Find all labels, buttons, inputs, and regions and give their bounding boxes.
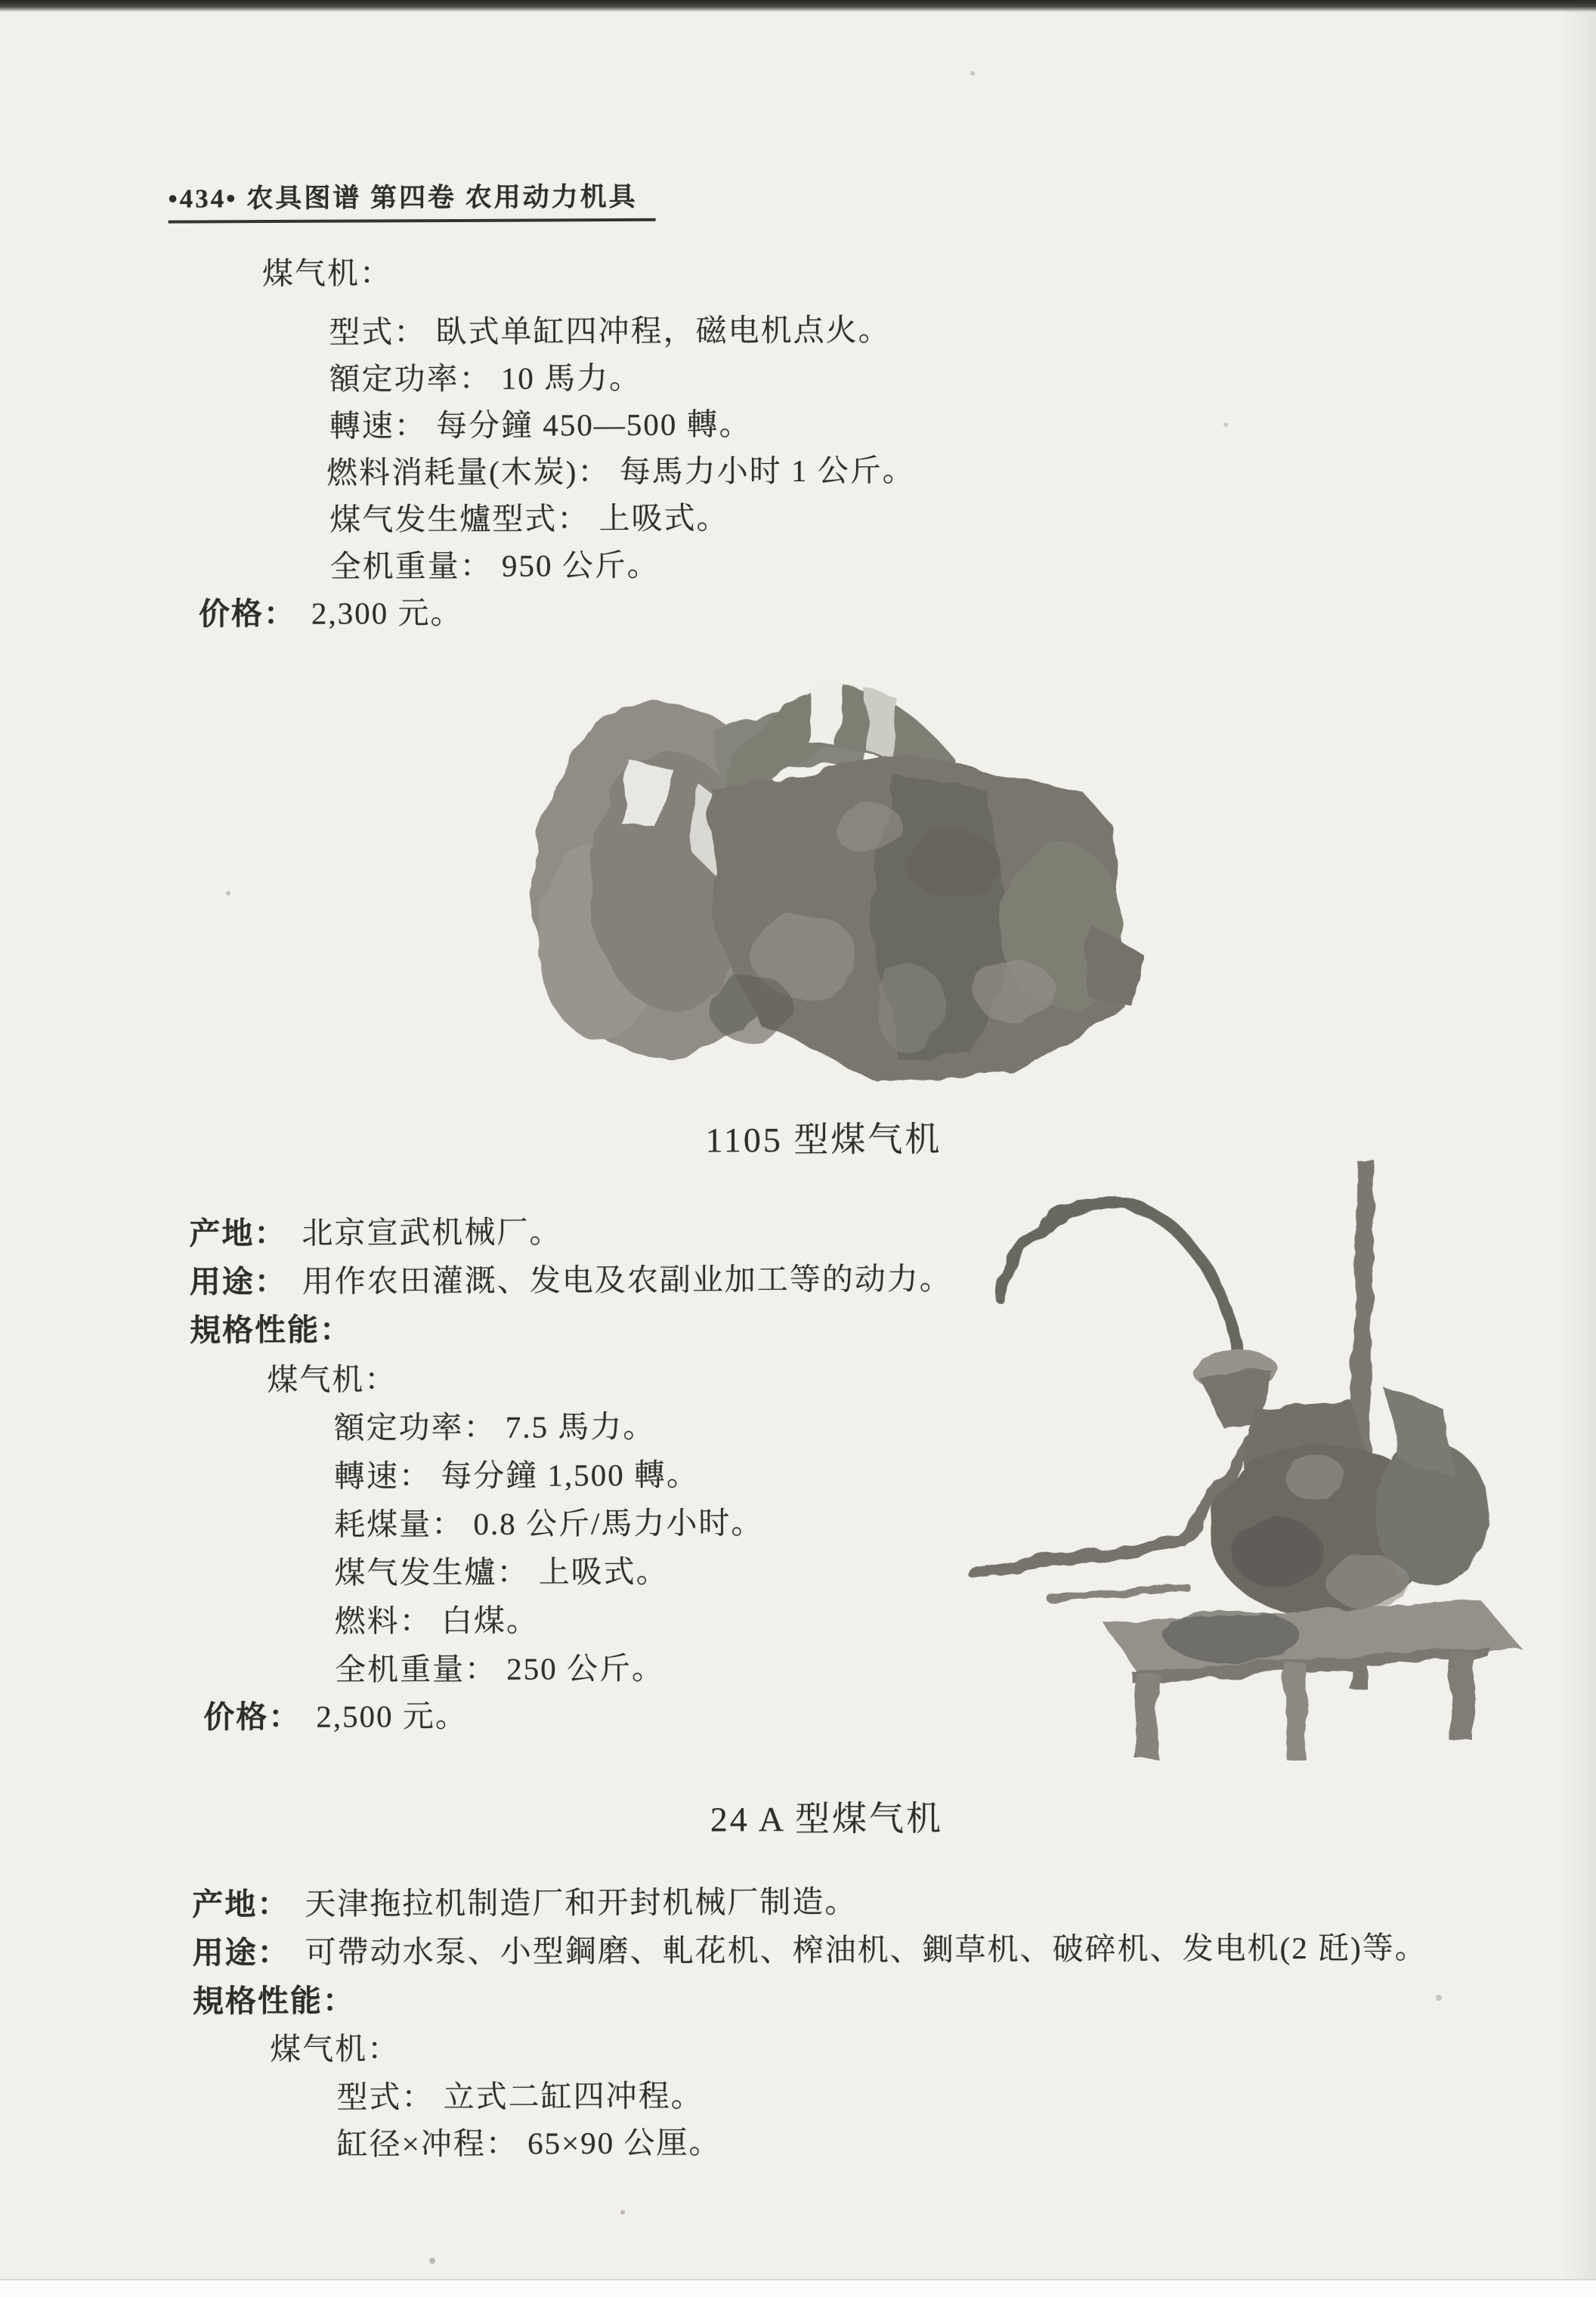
spec-line: 額定功率： 10 馬力。	[329, 360, 642, 397]
spec-line: 額定功率： 7.5 馬力。	[333, 1408, 656, 1445]
engine-heading-2: 煤气机：	[267, 1362, 397, 1398]
paper-specks	[0, 0, 3, 3]
use-line-3	[193, 1930, 1427, 1971]
use-value: 可帶动水泵、小型鋼磨、軋花机、榨油机、鍘草机、破碎机、发电机(2 瓩)等。	[305, 1930, 1427, 1970]
use-label: 用途：	[189, 1263, 287, 1300]
spec-line: 煤气发生爐： 上吸式。	[334, 1553, 669, 1591]
spec-line: 缸径×冲程： 65×90 公厘。	[336, 2125, 722, 2162]
scan-bottom-edge	[0, 2279, 1596, 2297]
price-value: 2,500 元。	[316, 1698, 468, 1734]
origin-value: 天津拖拉机制造厂和开封机械厂制造。	[305, 1884, 858, 1921]
gas-engine-photo-1105	[485, 599, 1145, 1097]
figure-caption-24a: 24 A 型煤气机	[710, 1799, 944, 1839]
use-label: 用途：	[192, 1934, 290, 1971]
engine-heading-1: 煤气机：	[261, 255, 393, 292]
spec-heading-2: 規格性能：	[189, 1312, 353, 1348]
spec-line: 全机重量： 250 公斤。	[334, 1650, 665, 1687]
spec-line: 煤气发生爐型式： 上吸式。	[329, 500, 729, 537]
spec-line: 型式： 立式二缸四冲程。	[336, 2078, 704, 2115]
engine-heading-3: 煤气机：	[270, 2031, 401, 2067]
origin-line-2	[189, 1214, 561, 1251]
spec-line: 燃料： 白煤。	[334, 1603, 540, 1639]
price-label: 价格：	[203, 1699, 302, 1735]
price-line-1	[199, 595, 463, 632]
origin-line-3	[192, 1884, 857, 1923]
spec-line: 轉速： 每分鐘 1,500 轉。	[333, 1457, 699, 1494]
spec-heading-3: 規格性能：	[192, 1983, 356, 2019]
spec-line: 全机重量： 950 公斤。	[329, 547, 660, 584]
spec-line: 型式： 臥式单缸四冲程，磁电机点火。	[329, 312, 891, 350]
use-value: 用作农田灌溉、发电及农副业加工等的动力。	[302, 1261, 952, 1299]
price-line-2	[203, 1699, 468, 1736]
spec-line: 燃料消耗量(木炭)： 每馬力小时 1 公斤。	[326, 453, 915, 490]
price-label: 价格：	[198, 595, 297, 632]
spec-line: 耗煤量： 0.8 公斤/馬力小时。	[334, 1505, 764, 1542]
price-value: 2,300 元。	[311, 595, 463, 631]
origin-label: 产地：	[192, 1886, 290, 1922]
gas-engine-photo-24a	[958, 1159, 1565, 1762]
origin-label: 产地：	[189, 1215, 287, 1251]
origin-value: 北京宣武机械厂。	[302, 1214, 562, 1251]
figure-caption-1105: 1105 型煤气机	[705, 1120, 942, 1160]
running-header: •434• 农具图谱 第四卷 农用动力机具	[168, 182, 655, 224]
spec-line: 轉速： 每分鐘 450—500 轉。	[329, 407, 752, 444]
use-line-2	[190, 1261, 952, 1300]
